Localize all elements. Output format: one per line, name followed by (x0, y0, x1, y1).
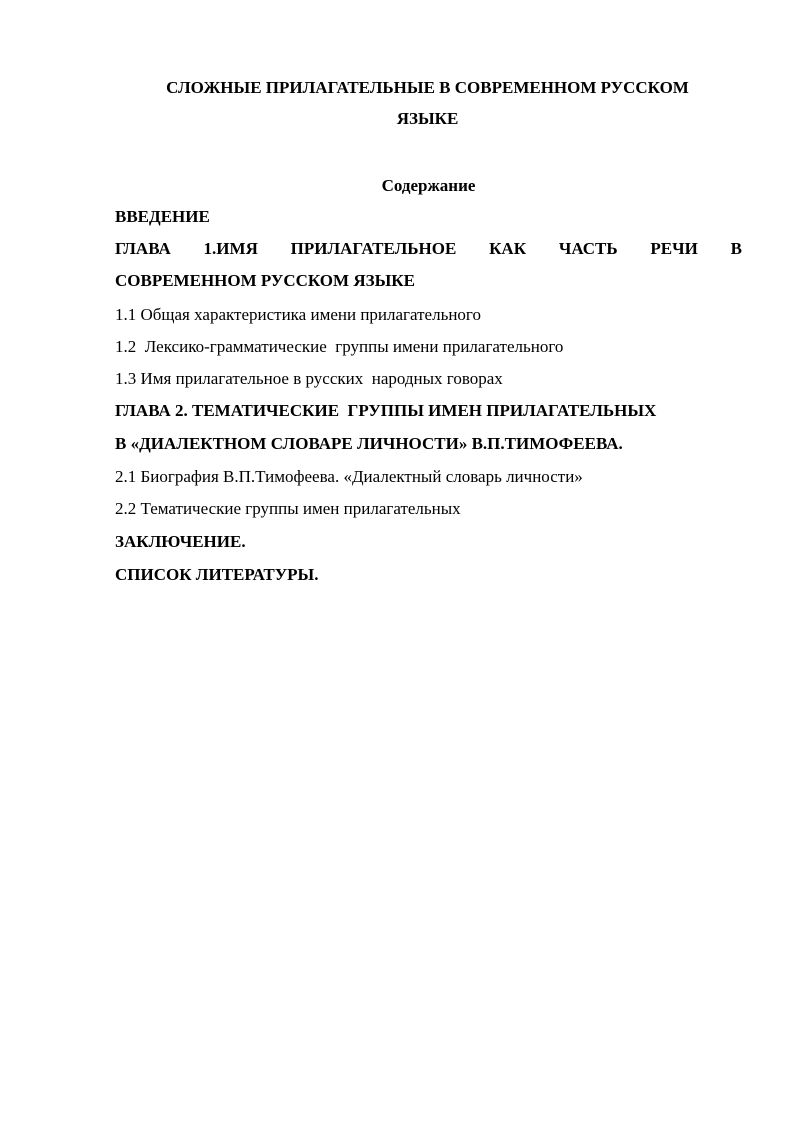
toc-word: В (730, 239, 742, 258)
toc-word: ЧАСТЬ (558, 239, 618, 258)
toc-word: ГЛАВА (115, 239, 171, 258)
toc-word: 1.ИМЯ (203, 239, 258, 258)
toc-item-section-1-3: 1.3 Имя прилагательное в русских народных говорах (115, 369, 503, 388)
toc-item-chapter1-line1 (115, 234, 742, 264)
toc-item-section-2-1: 2.1 Биография В.П.Тимофеева. «Диалектный словарь личности» (115, 467, 583, 486)
toc-item-section-1-1: 1.1 Общая характеристика имени прилагательного (115, 305, 481, 324)
toc-item-chapter2-line1: ГЛАВА 2. ТЕМАТИЧЕСКИЕ ГРУППЫ ИМЕН ПРИЛАГАТЕЛЬНЫХ (115, 401, 657, 420)
document-title-line-2: ЯЗЫКЕ (396, 109, 459, 128)
document-title-line-1: СЛОЖНЫЕ ПРИЛАГАТЕЛЬНЫЕ В СОВРЕМЕННОМ РУССКОМ (166, 78, 689, 97)
toc-item-intro: ВВЕДЕНИЕ (115, 207, 210, 226)
toc-item-references: СПИСОК ЛИТЕРАТУРЫ. (115, 565, 319, 584)
toc-item-chapter1-line2: СОВРЕМЕННОМ РУССКОМ ЯЗЫКЕ (115, 271, 415, 290)
toc-word: РЕЧИ (650, 239, 698, 258)
toc-item-chapter2-line2: В «ДИАЛЕКТНОМ СЛОВАРЕ ЛИЧНОСТИ» В.П.ТИМОФЕЕВА. (115, 434, 623, 453)
toc-item-conclusion: ЗАКЛЮЧЕНИЕ. (115, 532, 246, 551)
toc-item-section-2-2: 2.2 Тематические группы имен прилагательных (115, 499, 461, 518)
toc-word: ПРИЛАГАТЕЛЬНОЕ (290, 239, 457, 258)
toc-item-section-1-2: 1.2 Лексико-грамматические группы имени прилагательного (115, 337, 564, 356)
toc-heading: Содержание (381, 176, 476, 195)
toc-word: КАК (489, 239, 527, 258)
